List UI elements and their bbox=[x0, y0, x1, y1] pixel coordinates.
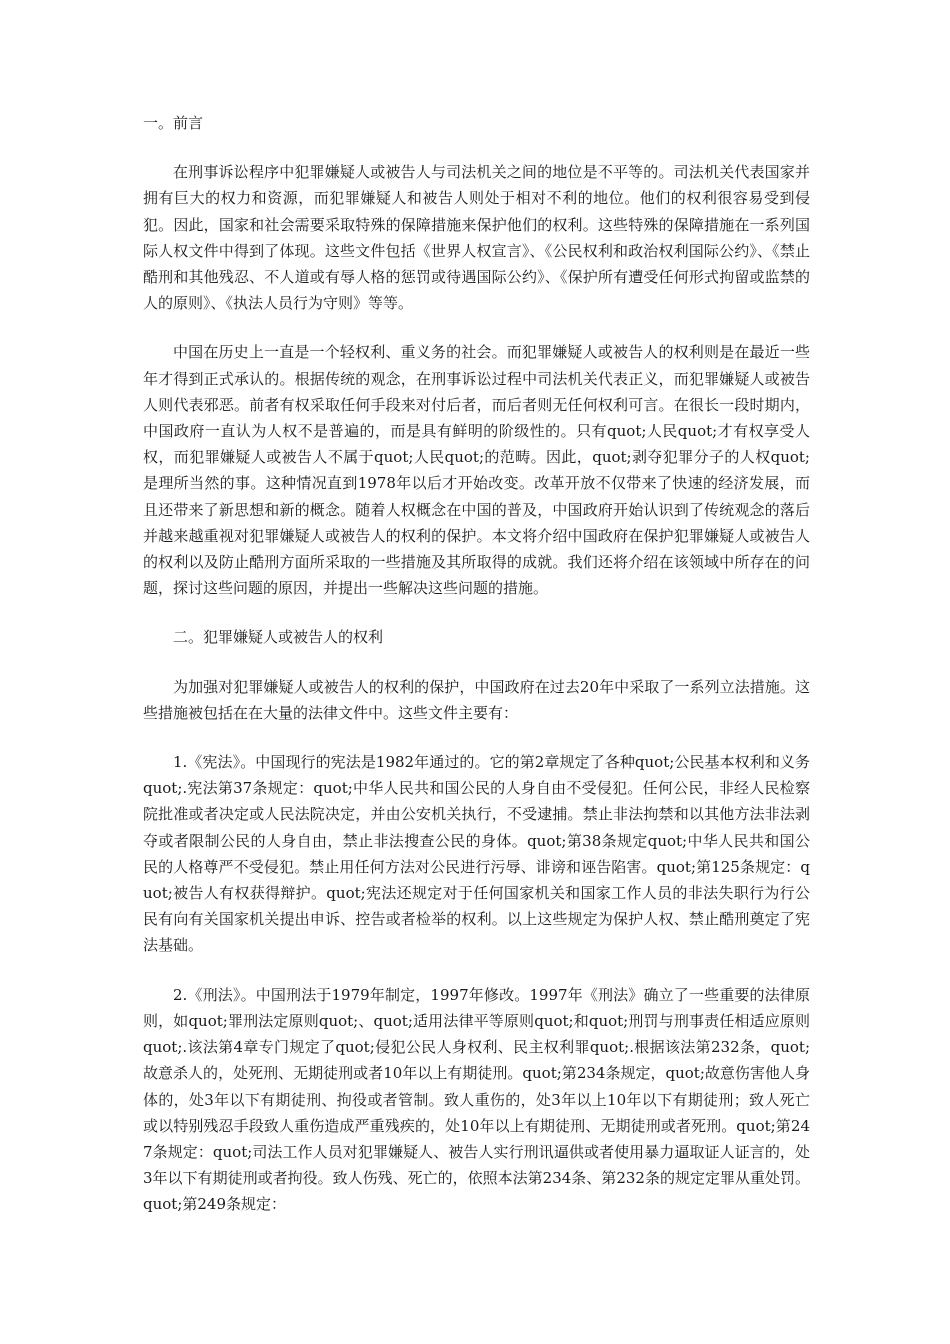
section-heading-preface: 一。前言 bbox=[143, 114, 204, 132]
document-page bbox=[143, 110, 810, 1241]
paragraph: 在刑事诉讼程序中犯罪嫌疑人或被告人与司法机关之间的地位是不平等的。司法机关代表国家并拥有巨大的权力和资源，而犯罪嫌疑人和被告人则处于相对不利的地位。他们的权利很容易受到侵犯。因此，国家和社会需要采取特殊的保障措施来保护他们的权利。这些特殊的保障措施在一系列国际人权文件中得到了体现。这些文件包括《世界人权宣言》、《公民权利和政治权利国际公约》、《禁止酷刑和其他残忍、不人道或有辱人格的惩罚或待遇国际公约》、《保护所有遭受任何形式拘留或监禁的人的原则》、《执法人员行为守则》等等。 bbox=[143, 163, 810, 313]
paragraph: 中国在历史上一直是一个轻权利、重义务的社会。而犯罪嫌疑人或被告人的权利则是在最近一些年才得到正式承认的。根据传统的观念，在刑事诉讼过程中司法机关代表正义，而犯罪嫌疑人或被告人则代表邪恶。前者有权采取任何手段来对付后者，而后者则无任何权利可言。在很长一段时期内，中国政府一直认为人权不是普遍的，而是具有鲜明的阶级性的。只有quot;人民quot;才有权享受人权，而犯罪嫌疑人或被告人不属于quot;人民quot;的范畴。因此，quot;剥夺犯罪分子的人权quot;是理所当然的事。这种情况直到1978年以后才开始改变。改革开放不仅带来了快速的经济发展，而且还带来了新思想和新的概念。随着人权概念在中国的普及，中国政府开始认识到了传统观念的落后并越来越重视对犯罪嫌疑人或被告人的权利的保护。本文将介绍中国政府在保护犯罪嫌疑人或被告人的权利以及防止酷刑方面所采取的一些措施及其所取得的成就。我们还将介绍在该领域中所存在的问题，探讨这些问题的原因，并提出一些解决这些问题的措施。 bbox=[143, 343, 810, 598]
paragraph: 2.《刑法》。中国刑法于1979年制定，1997年修改。1997年《刑法》确立了一些重要的法律原则，如quot;罪刑法定原则quot;、quot;适用法律平等原则quot;和quot;刑罚与刑事责任相适应原则quot;.该法第4章专门规定了quot;侵犯公民人身权利、民主权利罪quot;.根据该法第232条，quot;故意杀人的，处死刑、无期徒刑或者10年以上有期徒刑。quot;第234条规定，quot;故意伤害他人身体的，处3年以下有期徒刑、拘役或者管制。致人重伤的，处3年以上10年以下有期徒刑；致人死亡或以特别残忍手段致人重伤造成严重残疾的，处10年以上有期徒刑、无期徒刑或者死刑。quot;第247条规定：quot;司法工作人员对犯罪嫌疑人、被告人实行刑讯逼供或者使用暴力逼取证人证言的，处3年以下有期徒刑或者拘役。致人伤残、死亡的，依照本法第234条、第232条的规定定罪从重处罚。quot;第249条规定： bbox=[143, 985, 810, 1214]
paragraph: 为加强对犯罪嫌疑人或被告人的权利的保护，中国政府在过去20年中采取了一系列立法措施。这些措施被包括在在大量的法律文件中。这些文件主要有： bbox=[143, 677, 810, 722]
section-heading-rights: 二。犯罪嫌疑人或被告人的权利 bbox=[173, 628, 384, 647]
paragraph: 1.《宪法》。中国现行的宪法是1982年通过的。它的第2章规定了各种quot;公民基本权利和义务quot;.宪法第37条规定：quot;中华人民共和国公民的人身自由不受侵犯。任何公民，非经人民检察院批准或者决定或人民法院决定，并由公安机关执行，不受逮捕。禁止非法拘禁和以其他方法非法剥夺或者限制公民的人身自由，禁止非法搜查公民的身体。quot;第38条规定quot;中华人民共和国公民的人格尊严不受侵犯。禁止用任何方法对公民进行污辱、诽谤和诬告陷害。quot;第125条规定：quot;被告人有权获得辩护。quot;宪法还规定对于任何国家机关和国家工作人员的非法失职行为行公民有向有关国家机关提出申诉、控告或者检举的权利。以上这些规定为保护人权、禁止酷刑奠定了宪法基础。 bbox=[143, 753, 810, 955]
